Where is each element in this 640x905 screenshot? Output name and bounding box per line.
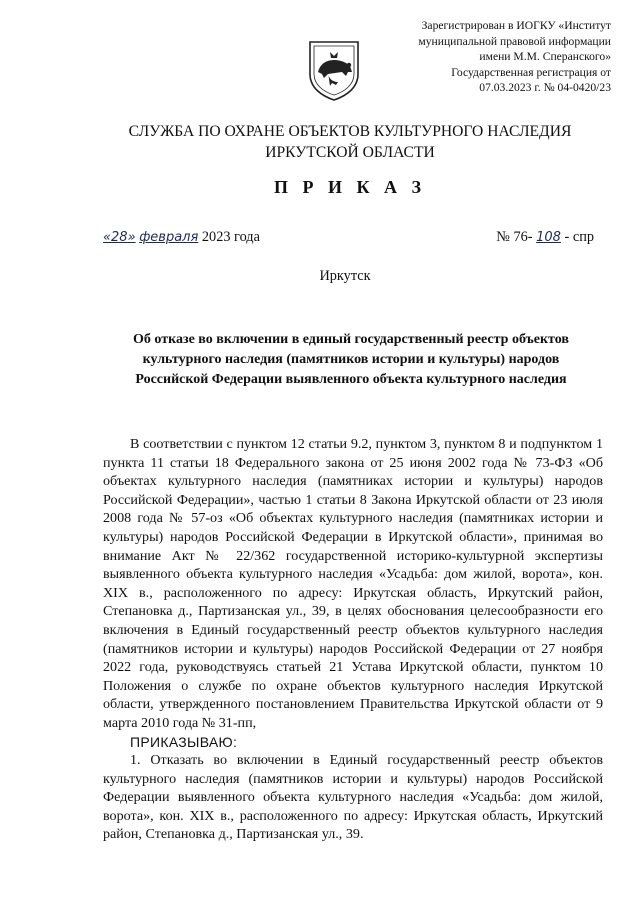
registration-stamp <box>381 18 611 96</box>
registration-line: 07.03.2023 г. № 04-0420/23 <box>479 81 611 95</box>
irkutsk-coat-of-arms-icon <box>306 38 362 102</box>
agency-line: ИРКУТСКОЙ ОБЛАСТИ <box>265 144 435 161</box>
registration-line: имени М.М. Сперанского» <box>479 50 611 64</box>
title-line: Об отказе во включении в единый государственный реестр объектов <box>133 332 569 347</box>
title-line: Российской Федерации выявленного объекта культурного наследия <box>135 372 567 387</box>
body-paragraph: 1. Отказать во включении в Единый государственный реестр объектов культурного наследия (памятников истории и культуры) народов Российской Федерации выявленного объекта культурного наследия «Усадьба: дом жилой, ворота», кон. XIX в., расположенного по адресу: Иркутская область, Иркутский район, Степановка д., Партизанская ул., 39. <box>103 752 603 843</box>
title-line: культурного наследия (памятников истории и культуры) народов <box>142 352 560 367</box>
number-value: 108 <box>536 230 561 245</box>
registration-line: Зарегистрирован в ИОГКУ «Институт <box>421 19 611 32</box>
document-body <box>103 435 603 844</box>
order-date <box>103 229 260 246</box>
order-keyword: ПРИКАЗЫВАЮ: <box>130 733 238 750</box>
date-quote-open: « <box>103 230 112 245</box>
order-number <box>496 229 594 246</box>
registration-line: муниципальной правовой информации <box>418 34 611 48</box>
agency-line: СЛУЖБА ПО ОХРАНЕ ОБЪЕКТОВ КУЛЬТУРНОГО НАСЛЕДИЯ <box>128 123 572 140</box>
document-title <box>96 330 606 390</box>
agency-name <box>60 121 640 163</box>
registration-line: Государственная регистрация от <box>451 65 611 79</box>
number-prefix: № 76- <box>496 229 533 245</box>
number-suffix: - спр <box>564 229 594 245</box>
body-paragraph: В соответствии с пунктом 12 статьи 9.2, пунктом 3, пунктом 8 и подпунктом 1 пункта 11 статьи 18 Федерального закона от 25 июня 2002 года № 73-ФЗ «Об объектах культурного наследия (памятниках истории и культуры) народов Российской Федерации», частью 1 статьи 8 Закона Иркутской области от 23 июля 2008 года № 57-оз «Об объектах культурного наследия (памятниках истории и культуры) народов Российской Федерации в Иркутской области», принимая во внимание Акт № 22/362 государственной историко-культурной экспертизы выявленного объекта культурного наследия «Усадьба: дом жилой, ворота», кон. XIX в., расположенного по адресу: Иркутская область, Иркутский район, Степановка д., Партизанская ул., 39, в целях обоснования целесообразности его включения в Единый государственный реестр объектов культурного наследия (памятников истории и культуры) народов Российской Федерации от 27 ноября 2022 года, руководствуясь статьей 21 Устава Иркутской области, пунктом 10 Положения о службе по охране объектов культурного наследия Иркутской области, утвержденного постановлением Правительства Иркутской области от 9 марта 2010 года № 31-пп, <box>103 436 603 731</box>
date-day: 28 <box>111 230 128 245</box>
order-heading: П Р И К А З <box>273 177 427 197</box>
date-quote-close: » <box>127 230 136 245</box>
date-year: 2023 года <box>201 229 260 245</box>
date-month: февраля <box>139 230 199 245</box>
city: Иркутск <box>319 268 371 284</box>
